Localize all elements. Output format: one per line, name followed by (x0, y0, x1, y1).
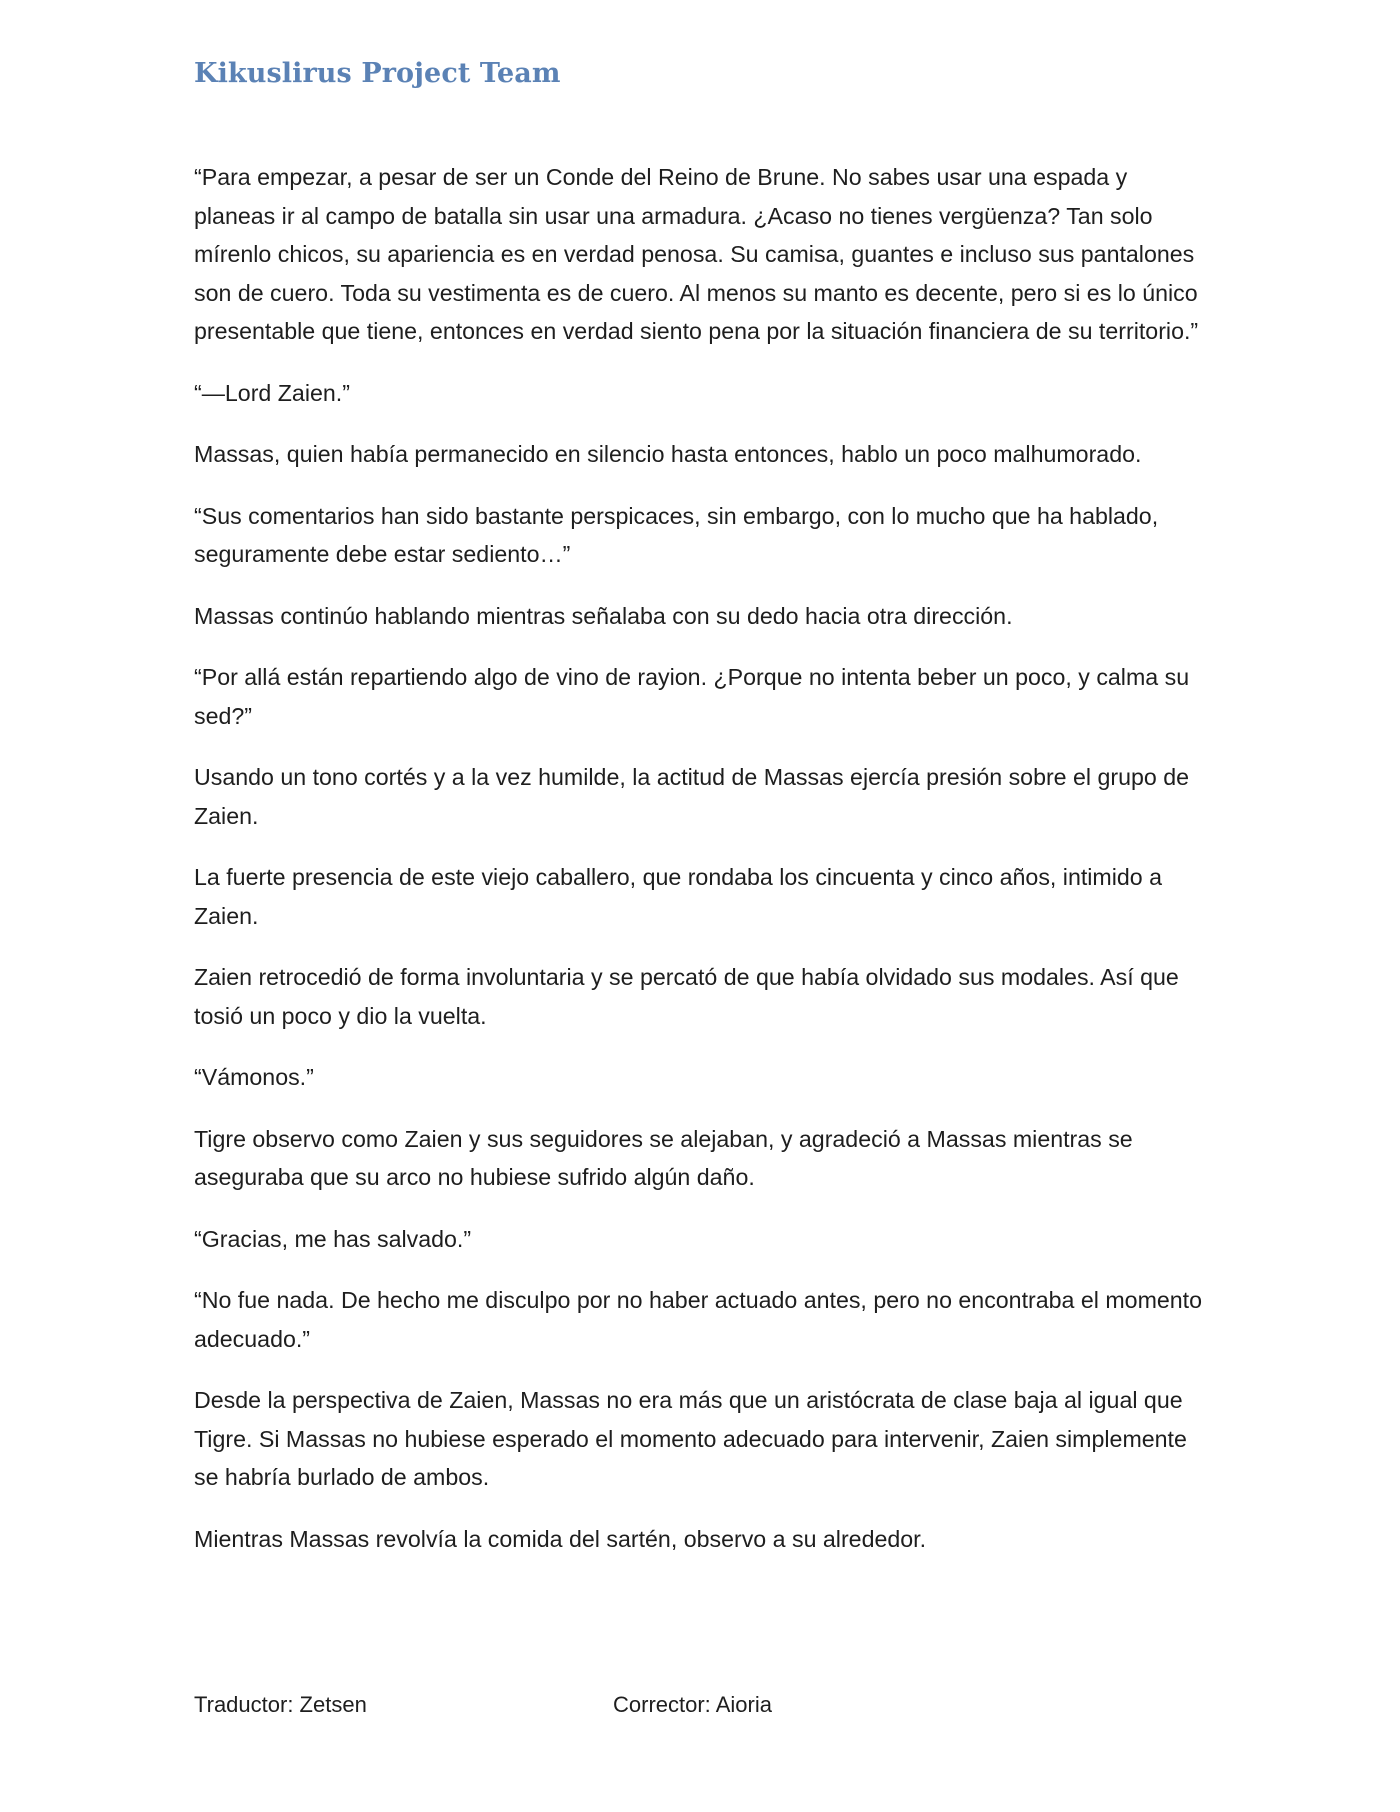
page-footer (194, 1692, 1204, 1722)
paragraph: “Gracias, me has salvado.” (194, 1225, 472, 1252)
paragraph: Massas, quien había permanecido en silencio hasta entonces, hablo un poco malhumorado. (194, 441, 1142, 467)
paragraph: Mientras Massas revolvía la comida del sartén, observo a su alrededor. (194, 1525, 927, 1552)
paragraph: Tigre observo como Zaien y sus seguidores se alejaban, y agradeció a Massas mientras se aseguraba que su arco no hubiese sufrido algún daño. (194, 1125, 1133, 1190)
paragraph: La fuerte presencia de este viejo caballero, que rondaba los cincuenta y cinco años, intimido a Zaien. (194, 864, 1163, 929)
paragraph: “Vámonos.” (194, 1064, 314, 1090)
paragraph: “Sus comentarios han sido bastante perspicaces, sin embargo, con lo mucho que ha hablado, seguramente debe estar sediento…” (194, 502, 1159, 567)
paragraph: “No fue nada. De hecho me disculpo por no haber actuado antes, pero no encontraba el momento adecuado.” (194, 1287, 1203, 1352)
paragraph: “—Lord Zaien.” (194, 379, 350, 406)
paragraph: Massas continúo hablando mientras señalaba con su dedo hacia otra dirección. (194, 602, 1013, 629)
paragraph: “Por allá están repartiendo algo de vino de rayion. ¿Porque no intenta beber un poco, y calma su sed?” (194, 664, 1190, 729)
page-header-title: Kikuslirus Project Team (194, 58, 561, 89)
paragraph: Zaien retrocedió de forma involuntaria y se percató de que había olvidado sus modales. Así que tosió un poco y dio la vuelta. (194, 964, 1179, 1029)
document-body (194, 158, 1204, 1581)
paragraph: Usando un tono cortés y a la vez humilde, la actitud de Massas ejercía presión sobre el grupo de Zaien. (194, 764, 1190, 829)
paragraph: “Para empezar, a pesar de ser un Conde del Reino de Brune. No sabes usar una espada y planeas ir al campo de batalla sin usar una armadura. ¿Acaso no tienes vergüenza? Tan solo mírenlo chicos, su apariencia es en verdad penosa. Su camisa, guantes e incluso sus pantalones son de cuero. Toda su vestimenta es de cuero. Al menos su manto es decente, pero si es lo único presentable que tiene, entonces en verdad siento pena por la situación financiera de su territorio.” (194, 164, 1199, 344)
corrector-credit: Corrector: Aioria (613, 1692, 772, 1717)
translator-credit: Traductor: Zetsen (194, 1692, 367, 1717)
paragraph: Desde la perspectiva de Zaien, Massas no era más que un aristócrata de clase baja al igual que Tigre. Si Massas no hubiese esperado el momento adecuado para intervenir, Zaien simplemente se habría burlado de ambos. (194, 1387, 1187, 1490)
